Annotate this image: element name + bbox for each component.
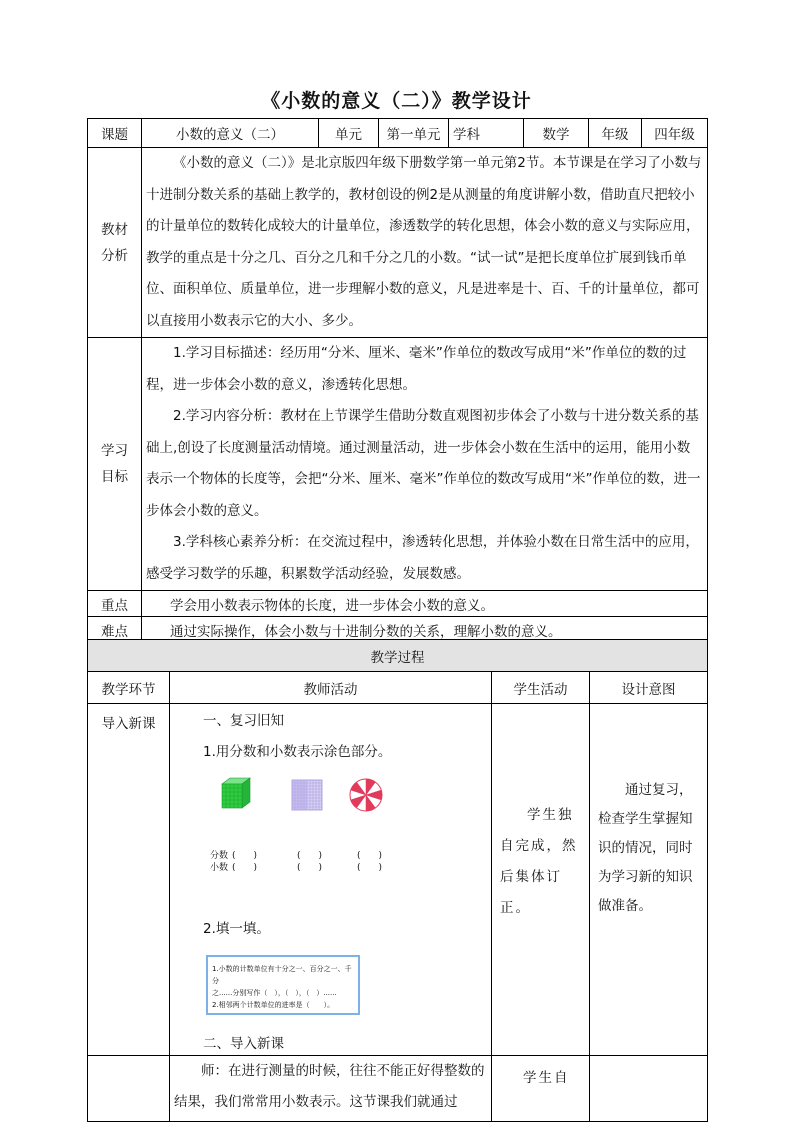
process-heading: 教学过程 <box>88 640 708 672</box>
difficulty-text: 通过实际操作，体会小数与十进制分数的关系，理解小数的意义。 <box>142 617 708 643</box>
cube-figure <box>222 778 250 808</box>
col-stage: 教学环节 <box>88 672 170 704</box>
col-teacher: 教师活动 <box>170 672 492 704</box>
col-student: 学生活动 <box>492 672 590 704</box>
goal-paragraph-2: 2.学习内容分析：教材在上节课学生借助分数直观图初步体会了小数与十进分数关系的基础上,创设了长度测量活动情境。通过测量活动，进一步体会小数在生活中的运用，能用小数表示一个物体的长度等，会把“分米、厘米、毫米”作单位的数改写成用“米”作单位的数，进一步体会小数的意义。 <box>146 408 701 519</box>
design-cell <box>590 704 708 1056</box>
analysis-row <box>88 148 708 338</box>
fraction-label: 分数 <box>210 851 229 861</box>
grade-label: 年级 <box>589 119 642 148</box>
analysis-label-2: 分析 <box>101 247 128 264</box>
design-intent: 通过复习，检查学生掌握知识的情况，同时为学习新的知识做准备。 <box>598 782 693 914</box>
intro-heading: 二、导入新课 <box>203 1036 284 1052</box>
student-cell <box>492 704 590 1056</box>
grade-value: 四年级 <box>642 119 708 148</box>
goal-paragraph-1: 1.学习目标描述：经历用“分米、厘米、毫米”作单位的数改写成用“米”作单位的数的过程，进一步体会小数的意义，渗透转化思想。 <box>146 345 687 393</box>
decimal-label: 小数 <box>210 863 229 873</box>
figure-blanks <box>210 850 430 874</box>
difficulty-label: 难点 <box>88 617 142 643</box>
blank: ( ) <box>357 851 383 861</box>
subject-label: 学科 <box>449 119 524 148</box>
key-point-row <box>88 591 708 617</box>
design-cell-continued <box>590 1056 708 1122</box>
topic-label: 课题 <box>88 119 142 148</box>
process-heading-row <box>88 640 708 672</box>
blank: ( ) <box>232 851 258 861</box>
student-activity-1: 学生独自完成，然后集体订正。 <box>500 807 578 916</box>
process-table <box>87 639 708 1122</box>
goals-label-1: 学习 <box>101 443 128 459</box>
fill-line-2: 之......分别写作（ ），（ ），（ ）...... <box>212 989 337 997</box>
intro-paragraph: 师：在进行测量的时候，往往不能正好得整数的结果，我们常常用小数表示。这节课我们就通过 <box>174 1063 485 1110</box>
student-activity-2: 学生自 <box>492 1056 590 1122</box>
blank: ( ) <box>297 851 323 861</box>
blank: ( ) <box>297 863 323 873</box>
shaded-figures <box>208 776 438 846</box>
page-title: 《小数的意义（二）》教学设计 <box>261 90 532 112</box>
blank: ( ) <box>232 863 258 873</box>
key-point-text: 学会用小数表示物体的长度，进一步体会小数的意义。 <box>142 591 708 617</box>
fill-blank-card <box>206 955 360 1015</box>
stage-cell: 导入新课 <box>88 704 170 1056</box>
analysis-text: 《小数的意义（二）》是北京版四年级下册数学第一单元第2节。本节课是在学习了小数与十进制分数关系的基础上教学的，教材创设的例2是从测量的角度讲解小数，借助直尺把较小的计量单位的数转化成较大的计量单位，渗透数学的转化思想，体会小数的意义与实际应用，教学的重点是十分之几、百分之几和千分之几的小数。“试一试”是把长度单位扩展到钱币单位、面积单位、质量单位，进一步理解小数的意义，凡是进率是十、百、千的计量单位，都可以直接用小数表示它的大小、多少。 <box>146 155 702 329</box>
goals-row <box>88 338 708 591</box>
goals-label-2: 目标 <box>101 469 128 485</box>
analysis-label-1: 教材 <box>101 221 128 238</box>
pie-figure <box>350 779 382 811</box>
header-row <box>88 119 708 148</box>
analysis-label <box>88 148 142 338</box>
info-table <box>87 118 708 643</box>
teacher-cell <box>170 704 492 1056</box>
unit-value: 第一单元 <box>379 119 449 148</box>
question-2: 2.填一填。 <box>203 921 270 937</box>
fill-line-1: 1.小数的计数单位有十分之一、百分之一、千分 <box>212 965 352 985</box>
process-row <box>88 704 708 1056</box>
stage-cell-continued <box>88 1056 170 1122</box>
subject-value: 数学 <box>524 119 589 148</box>
fill-line-3: 2.相邻两个计数单位的进率是（ ）。 <box>212 1001 335 1009</box>
goal-paragraph-3: 3.学科核心素养分析：在交流过程中，渗透转化思想，并体验小数在日常生活中的应用，感受学习数学的乐趣，积累数学活动经验，发展数感。 <box>146 534 699 582</box>
analysis-cell <box>142 148 708 338</box>
topic-value: 小数的意义（二） <box>142 119 319 148</box>
key-point-label: 重点 <box>88 591 142 617</box>
goals-cell <box>142 338 708 591</box>
goals-label <box>88 338 142 591</box>
col-design: 设计意图 <box>590 672 708 704</box>
grid-figure <box>292 780 322 810</box>
process-columns-row <box>88 672 708 704</box>
unit-label: 单元 <box>319 119 379 148</box>
decimal-blank-row <box>210 862 430 874</box>
teacher-cell-continued <box>170 1056 492 1122</box>
fraction-blank-row <box>210 850 430 862</box>
review-heading: 一、复习旧知 <box>203 713 284 729</box>
question-1: 1.用分数和小数表示涂色部分。 <box>203 744 392 760</box>
blank: ( ) <box>357 863 383 873</box>
process-row-continued <box>88 1056 708 1122</box>
